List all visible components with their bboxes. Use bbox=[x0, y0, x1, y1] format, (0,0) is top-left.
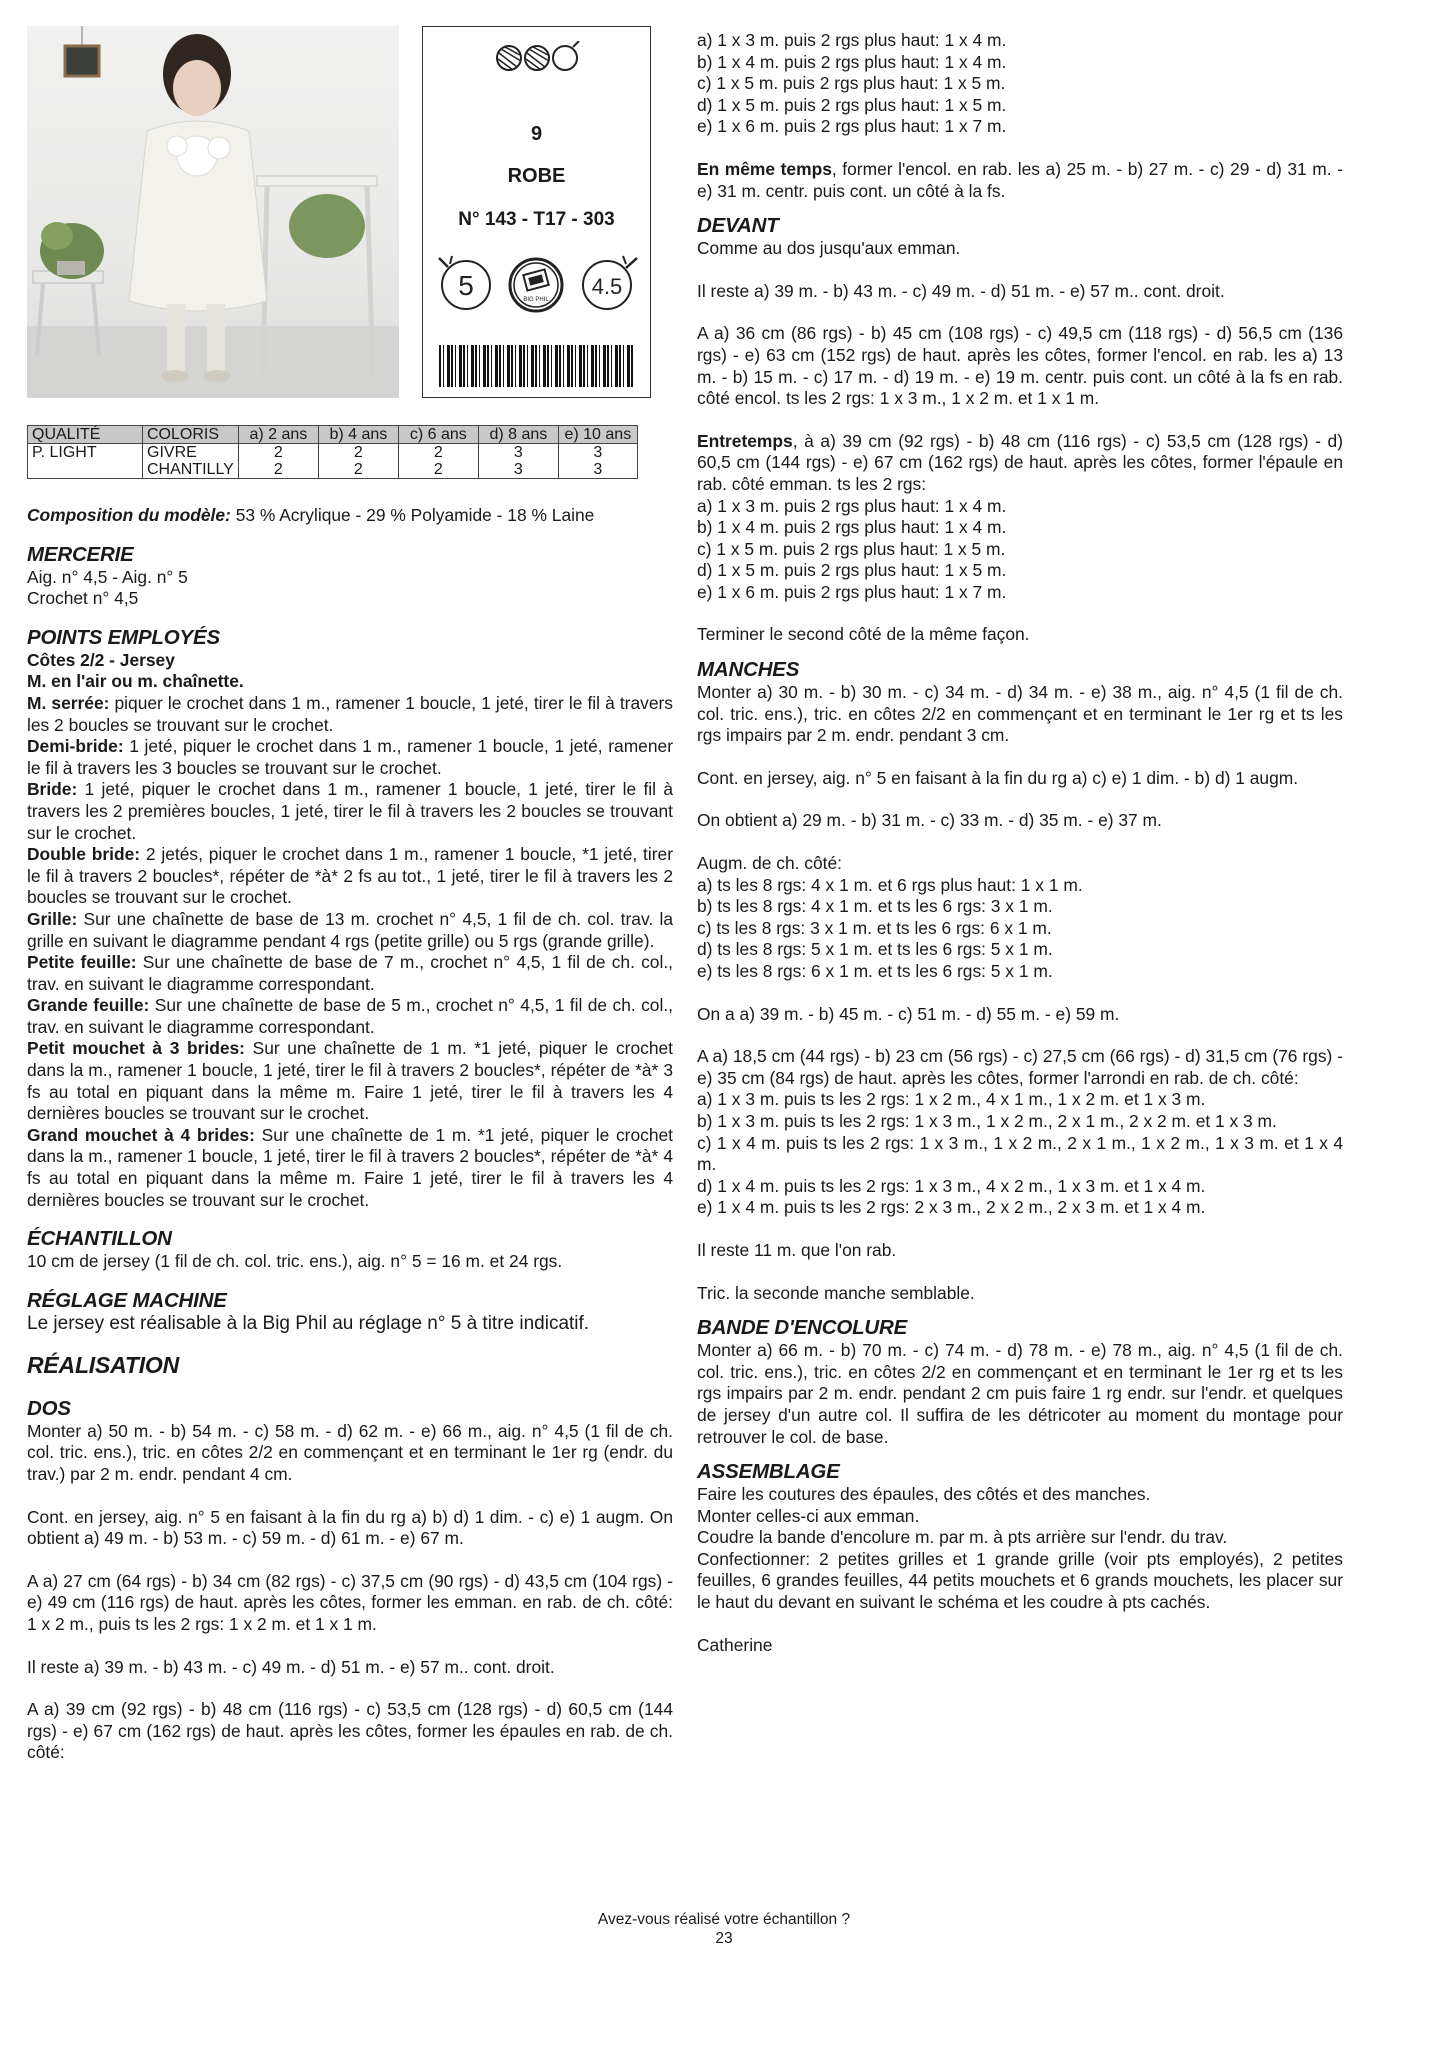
table-header: d) 8 ans bbox=[478, 426, 558, 444]
dos-paragraph: Cont. en jersey, aig. n° 5 en faisant à la fin du rg a) b) d) 1 dim. - c) e) 1 augm. On obtient a) 49 m. - b) 53 m. - c) 59 m. - d) 61 m. - e) 67 m. bbox=[27, 1506, 673, 1549]
pattern-title: ROBE bbox=[507, 165, 566, 187]
pattern-number: 9 bbox=[530, 123, 543, 145]
left-column bbox=[27, 505, 673, 1764]
table-header: QUALITÉ bbox=[28, 426, 143, 444]
table-cell: 3 bbox=[558, 444, 637, 462]
section-heading-realisation: RÉALISATION bbox=[27, 1351, 179, 1378]
table-header: a) 2 ans bbox=[238, 426, 318, 444]
right-column bbox=[697, 30, 1343, 1677]
table-header: c) 6 ans bbox=[398, 426, 478, 444]
section-heading-reglage: RÉGLAGE MACHINE bbox=[27, 1288, 227, 1312]
yarn-ball-icon bbox=[497, 46, 521, 70]
manches-arrondi: A a) 18,5 cm (44 rgs) - b) 23 cm (56 rgs) - c) 27,5 cm (66 rgs) - d) 31,5 cm (76 rgs) - e) 35 cm (84 rgs) de haut. après les côtes, former l'arrondi en rab. de ch. côté: a) 1 x 3 m. puis ts les 2 rgs: 1 x 2 m., 4 x 1 m., 1 x 2 m. et 1 x 3 m. b) 1 x 3 m. puis ts les 2 rgs: 1 x 3 m., 1 x 2 m., 2 x 1 m., 2 x 2 m. et 1 x 3 m. c) 1 x 4 m. puis ts les 2 rgs: 1 x 3 m., 1 x 2 m., 2 x 1 m., 1 x 2 m., 1 x 3 m. et 1 x 4 m. d) 1 x 4 m. puis ts les 2 rgs: 1 x 3 m., 4 x 2 m., 1 x 3 m. et 1 x 4 m. e) 1 x 4 m. puis ts les 2 rgs: 2 x 3 m., 2 x 2 m., 2 x 3 m. et 1 x 4 m. bbox=[697, 1046, 1343, 1218]
page-number: 23 bbox=[715, 1930, 733, 1947]
table-cell: 2 bbox=[318, 444, 398, 462]
bande-paragraph: Monter a) 66 m. - b) 70 m. - c) 74 m. - d) 78 m. - e) 78 m., aig. n° 4,5 (1 fil de ch. col. tric. ens.), tric. en côtes 2/2 en commençant et en terminant le 1er rg et ts les rgs impairs par 2 m. endr. pendant 2 cm puis faire 1 rg endr. sur l'endr. et quelques de jersey d'un autre col. Il suffira de les détricoter au moment du montage pour retrouver le col. de base. bbox=[697, 1340, 1343, 1447]
echantillon-text: 10 cm de jersey (1 fil de ch. col. tric. ens.), aig. n° 5 = 16 m. et 24 rgs. bbox=[27, 1251, 563, 1272]
table-row bbox=[28, 444, 638, 462]
table-cell: CHANTILLY bbox=[143, 461, 239, 479]
page-footer bbox=[400, 1910, 1048, 1948]
section-heading-devant: DEVANT bbox=[697, 214, 779, 238]
devant-paragraph: Entretemps, à a) 39 cm (92 rgs) - b) 48 cm (116 rgs) - c) 53,5 cm (128 rgs) - d) 60,5 cm (144 rgs) - e) 67 cm (162 rgs) de haut. après les côtes, former l'épaule en rab. côté emman. ts les 2 rgs: a) 1 x 3 m. puis 2 rgs plus haut: 1 x 4 m. b) 1 x 4 m. puis 2 rgs plus haut: 1 x 4 m. c) 1 x 5 m. puis 2 rgs plus haut: 1 x 5 m. d) 1 x 5 m. puis 2 rgs plus haut: 1 x 5 m. e) 1 x 6 m. puis 2 rgs plus haut: 1 x 7 m. bbox=[697, 430, 1343, 602]
signature: Catherine bbox=[697, 1634, 773, 1655]
manches-paragraph: Monter a) 30 m. - b) 30 m. - c) 34 m. - d) 34 m. - e) 38 m., aig. n° 4,5 (1 fil de ch. col. tric. ens.), tric. en côtes 2/2 en commençant et en terminant le 1er rg et ts les rgs impairs par 2 m. endr. pendant 3 cm. bbox=[697, 682, 1343, 746]
needle-size-4-5-icon bbox=[579, 254, 641, 312]
section-heading-points: POINTS EMPLOYÉS bbox=[27, 625, 220, 649]
dos-paragraph: A a) 39 cm (92 rgs) - b) 48 cm (116 rgs) - c) 53,5 cm (128 rgs) - d) 60,5 cm (144 rgs) - e) 67 cm (162 rgs) de haut. après les côtes, former les épaules en rab. de ch. côté: bbox=[27, 1699, 673, 1763]
devant-paragraph: Comme au dos jusqu'aux emman. bbox=[697, 238, 961, 259]
big-phil-machine-icon bbox=[507, 256, 565, 314]
assemblage-text: Faire les coutures des épaules, des côtés et des manches. Monter celles-ci aux emman. Coudre la bande d'encolure m. par m. à pts arrière sur l'endr. du trav. Confectionner: 2 petites grilles et 1 grande grille (voir pts employés), 2 petites feuilles, 6 grandes feuilles, 44 petits mouchets et 6 grands mouchets, les placer sur le haut du devant en suivant le schéma et les coudre à pts cachés. bbox=[697, 1484, 1343, 1613]
table-cell: 2 bbox=[398, 461, 478, 479]
meme-temps-text: En même temps, former l'encol. en rab. les a) 25 m. - b) 27 m. - c) 29 - d) 31 m. - e) 31 m. centr. puis cont. un côté à la fs. bbox=[697, 158, 1343, 201]
devant-paragraph: Terminer le second côté de la même façon. bbox=[697, 624, 1030, 645]
section-heading-echantillon: ÉCHANTILLON bbox=[27, 1227, 172, 1251]
manches-paragraph: Il reste 11 m. que l'on rab. bbox=[697, 1239, 897, 1260]
svg-text:BIG PHIL: BIG PHIL bbox=[523, 297, 549, 303]
table-header: b) 4 ans bbox=[318, 426, 398, 444]
svg-text:4.5: 4.5 bbox=[591, 274, 623, 299]
yarn-ball-icon bbox=[525, 46, 549, 70]
table-cell: 3 bbox=[478, 461, 558, 479]
svg-text:5: 5 bbox=[458, 270, 474, 301]
table-cell bbox=[28, 461, 143, 479]
table-cell: 3 bbox=[478, 444, 558, 462]
manches-paragraph: On obtient a) 29 m. - b) 31 m. - c) 33 m. - d) 35 m. - e) 37 m. bbox=[697, 810, 1162, 831]
section-heading-manches: MANCHES bbox=[697, 658, 800, 682]
manches-paragraph: Cont. en jersey, aig. n° 5 en faisant à la fin du rg a) c) e) 1 dim. - b) d) 1 augm. bbox=[697, 767, 1299, 788]
footer-question: Avez-vous réalisé votre échantillon ? bbox=[597, 1911, 851, 1928]
manches-augm: Augm. de ch. côté: a) ts les 8 rgs: 4 x 1 m. et 6 rgs plus haut: 1 x 1 m. b) ts les 8 rgs: 4 x 1 m. et ts les 6 rgs: 3 x 1 m. c) ts les 8 rgs: 3 x 1 m. et ts les 6 rgs: 6 x 1 m. d) ts les 8 rgs: 5 x 1 m. et ts les 6 rgs: 5 x 1 m. e) ts les 8 rgs: 6 x 1 m. et ts les 6 rgs: 5 x 1 m. bbox=[697, 853, 1083, 981]
skill-level-icons bbox=[495, 41, 581, 75]
needle-size-5-icon bbox=[435, 254, 493, 312]
pattern-info-box bbox=[422, 26, 651, 398]
mercerie-text: Aig. n° 4,5 - Aig. n° 5 Crochet n° 4,5 bbox=[27, 566, 188, 609]
composition: Composition du modèle: 53 % Acrylique - 29 % Polyamide - 18 % Laine bbox=[27, 505, 595, 525]
dos-paragraph: Il reste a) 39 m. - b) 43 m. - c) 49 m. - d) 51 m. - e) 57 m.. cont. droit. bbox=[27, 1656, 555, 1677]
table-cell: GIVRE bbox=[143, 444, 239, 462]
table-cell: 2 bbox=[398, 444, 478, 462]
table-row bbox=[28, 461, 638, 479]
section-heading-mercerie: MERCERIE bbox=[27, 542, 134, 566]
table-cell: 2 bbox=[238, 444, 318, 462]
section-heading-dos: DOS bbox=[27, 1396, 71, 1420]
child-in-dress-illustration bbox=[27, 26, 399, 398]
dos-paragraph: A a) 27 cm (64 rgs) - b) 34 cm (82 rgs) - c) 37,5 cm (90 rgs) - d) 43,5 cm (104 rgs) - e) 49 cm (116 rgs) de haut. après les côtes, former les emman. en rab. de ch. côté: 1 x 2 m., puis ts les 2 rgs: 1 x 2 m. et 1 x 1 m. bbox=[27, 1570, 673, 1634]
table-header: e) 10 ans bbox=[558, 426, 637, 444]
yarn-quantity-table bbox=[27, 425, 638, 479]
devant-paragraph: Il reste a) 39 m. - b) 43 m. - c) 49 m. - d) 51 m. - e) 57 m.. cont. droit. bbox=[697, 280, 1225, 301]
table-cell: 3 bbox=[558, 461, 637, 479]
barcode bbox=[439, 345, 635, 387]
manches-paragraph: Tric. la seconde manche semblable. bbox=[697, 1282, 975, 1303]
points-text: Côtes 2/2 - Jersey M. en l'air ou m. chaînette. M. serrée: piquer le crochet dans 1 m., ramener 1 boucle, 1 jeté, tirer le fil à travers les 2 boucles se trouvant sur le crochet. Demi-bride: 1 jeté, piquer le crochet dans 1 m., ramener 1 boucle, 1 jeté, ramener le fil à travers les 3 boucles se trouvant sur le crochet. Bride: 1 jeté, piquer le crochet dans 1 m., ramener 1 boucle, 1 jeté, tirer le fil à travers les 2 premières boucles, 1 jeté, tirer le fil à travers les 2 boucles se trouvant sur le crochet. Double bride: 2 jetés, piquer le crochet dans 1 m., ramener 1 boucle, *1 jeté, tirer le fil à travers 2 boucles*, répéter de *à* 2 fs au tot., 1 jeté, tirer le fil à travers les 2 boucles se trouvant sur le crochet. Grille: Sur une chaînette de base de 13 m. crochet n° 4,5, 1 fil de ch. col. trav. la grille en suivant le diagramme pendant 4 rgs (petite grille) ou 5 rgs (grande grille). Petite feuille: Sur une chaînette de base de 7 m., crochet n° 4,5, 1 fil de ch. col., trav. en suivant le diagramme correspondant. Grande feuille: Sur une chaînette de base de 5 m., crochet n° 4,5, 1 fil de ch. col., trav. en suivant le diagramme correspondant. Petit mouchet à 3 brides: Sur une chaînette de 1 m. *1 jeté, piquer le crochet dans la m., ramener 1 boucle, 1 jeté, tirer le fil à travers 2 boucles*, répéter de *à* 3 fs au total en piquant dans la même m. Faire 1 jeté, tirer le fil à travers les 4 dernières boucles se trouvant sur le crochet. Grand mouchet à 4 brides: Sur une chaînette de 1 m. *1 jeté, piquer le crochet dans la m., ramener 1 boucle, 1 jeté, tirer le fil à travers 2 boucles*, répéter de *à* 4 fs au total en piquant dans la même m. Faire 1 jeté, tirer le fil à travers les 4 dernières boucles se trouvant sur le crochet. bbox=[27, 649, 673, 1210]
shoulder-lines: a) 1 x 3 m. puis 2 rgs plus haut: 1 x 4 m. b) 1 x 4 m. puis 2 rgs plus haut: 1 x 4 m. c) 1 x 5 m. puis 2 rgs plus haut: 1 x 5 m. d) 1 x 5 m. puis 2 rgs plus haut: 1 x 5 m. e) 1 x 6 m. puis 2 rgs plus haut: 1 x 7 m. bbox=[697, 30, 1007, 137]
reglage-text: Le jersey est réalisable à la Big Phil au réglage n° 5 à titre indicatif. bbox=[27, 1312, 590, 1334]
devant-paragraph: A a) 36 cm (86 rgs) - b) 45 cm (108 rgs) - c) 49,5 cm (118 rgs) - d) 56,5 cm (136 rgs) - e) 63 cm (152 rgs) de haut. après les côtes, former l'encol. en rab. les a) 13 m. - b) 15 m. - c) 17 m. - d) 19 m. - e) 19 m. centr. puis cont. un côté à la fs en rab. côté encol. ts les 2 rgs: 1 x 3 m., 1 x 2 m. et 1 x 1 m. bbox=[697, 323, 1343, 409]
model-photo bbox=[27, 26, 399, 398]
table-cell: P. LIGHT bbox=[28, 444, 143, 462]
pattern-reference: N° 143 - T17 - 303 bbox=[458, 209, 615, 230]
table-header-row bbox=[28, 426, 638, 444]
yarn-ball-outline-icon bbox=[553, 41, 579, 70]
dos-paragraph: Monter a) 50 m. - b) 54 m. - c) 58 m. - d) 62 m. - e) 66 m., aig. n° 4,5 (1 fil de ch. col. tric. ens.), tric. en côtes 2/2 en commençant et en terminant le 1er rg (endr. du trav.) par 2 m. endr. pendant 4 cm. bbox=[27, 1420, 673, 1484]
table-cell: 2 bbox=[238, 461, 318, 479]
table-header: COLORIS bbox=[143, 426, 239, 444]
section-heading-assemblage: ASSEMBLAGE bbox=[697, 1460, 840, 1484]
table-cell: 2 bbox=[318, 461, 398, 479]
manches-paragraph: On a a) 39 m. - b) 45 m. - c) 51 m. - d) 55 m. - e) 59 m. bbox=[697, 1003, 1120, 1024]
section-heading-bande: BANDE D'ENCOLURE bbox=[697, 1316, 908, 1340]
